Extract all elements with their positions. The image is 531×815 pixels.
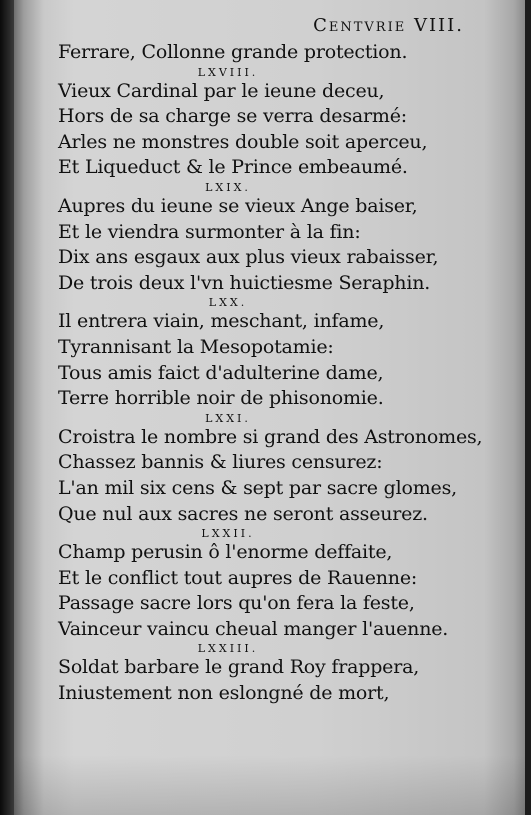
verse-line: Vainceur vaincu cheual manger l'auenne. <box>58 617 449 640</box>
book-page <box>14 0 525 815</box>
quatrain-number: LXVIII. <box>197 65 259 79</box>
running-head: Centvrie VIII. <box>313 15 464 36</box>
verse-line: Aupres du ieune se vieux Ange baiser, <box>58 194 418 217</box>
quatrain-number: LXXIII. <box>197 642 259 656</box>
verse-line: Hors de sa charge se verra desarmé: <box>58 105 407 128</box>
gutter-shadow <box>0 0 14 815</box>
verse-line: De trois deux l'vn huictiesme Seraphin. <box>58 271 431 294</box>
quatrain <box>58 296 518 411</box>
verse-line: Il entrera viain, meschant, infame, <box>58 310 385 333</box>
verse-line: Iniustement non eslongné de mort, <box>58 682 390 705</box>
quatrain-number: LXXI. <box>205 411 251 425</box>
verse-line: Tyrannisant la Mesopotamie: <box>58 335 334 358</box>
quatrain <box>58 642 518 706</box>
quatrain-number: LXIX. <box>205 180 251 194</box>
verse-line: Dix ans esgaux aux plus vieux rabaisser, <box>58 246 439 269</box>
verse-line: Champ perusin ô l'enorme deffaite, <box>58 541 393 564</box>
verse-line: Vieux Cardinal par le ieune deceu, <box>58 79 385 102</box>
quatrain <box>58 412 518 527</box>
quatrain-number: LXX. <box>208 296 248 310</box>
verse-line: Croistra le nombre si grand des Astronomes, <box>58 425 483 448</box>
page-bottom-shade <box>14 755 525 815</box>
text-block <box>58 14 518 707</box>
quatrain <box>58 527 518 642</box>
verse-line: Tous amis faict d'adulterine dame, <box>58 361 384 384</box>
verse-line: Et le viendra surmonter à la fin: <box>58 220 361 243</box>
verse-line: L'an mil six cens & sept par sacre glomes, <box>58 476 457 499</box>
verse-line: Que nul aux sacres ne seront asseurez. <box>58 502 428 525</box>
verse-line: Chassez bannis & liures censurez: <box>58 451 383 474</box>
verse-line: Arles ne monstres double soit aperceu, <box>58 130 428 153</box>
quatrain <box>58 181 518 296</box>
verse-line: Passage sacre lors qu'on fera la feste, <box>58 592 415 615</box>
carry-over-line: Ferrare, Collonne grande protection. <box>58 41 408 63</box>
verse-line: Terre horrible noir de phisonomie. <box>58 387 384 410</box>
quatrain-number: LXXII. <box>201 527 255 541</box>
quatrain <box>58 66 518 181</box>
verse-line: Et Liqueduct & le Prince embeaumé. <box>58 156 408 179</box>
verse-line: Et le conflict tout aupres de Rauenne: <box>58 566 418 589</box>
verse-line: Soldat barbare le grand Roy frappera, <box>58 656 420 679</box>
